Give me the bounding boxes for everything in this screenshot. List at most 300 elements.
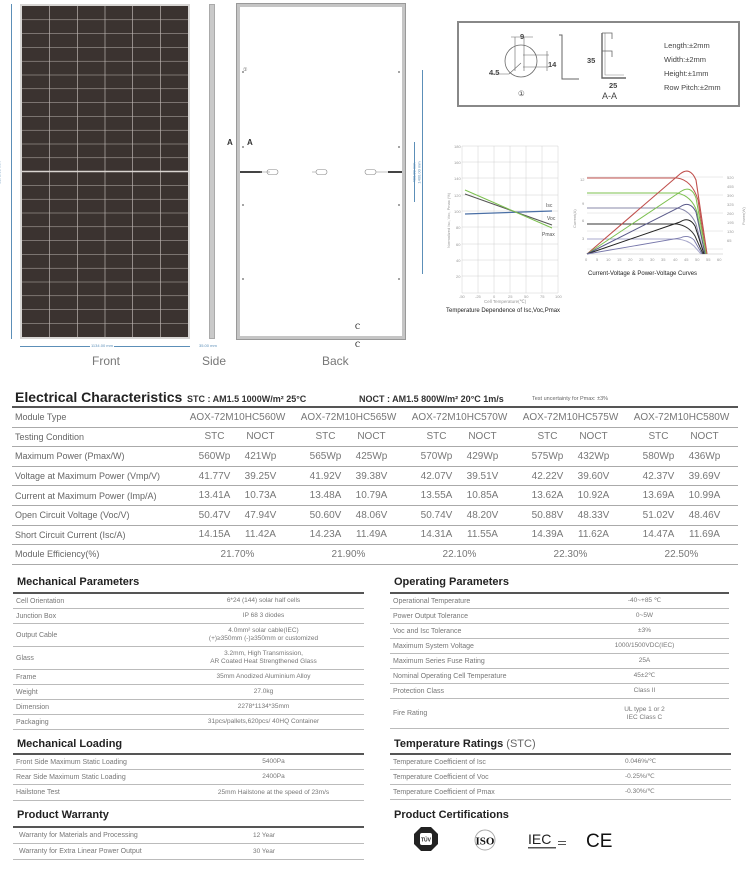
tolerance-row-pitch: Row Pitch:±2mm (664, 83, 721, 92)
svg-text:160: 160 (454, 160, 461, 165)
value-pair (404, 490, 515, 501)
svg-text:5: 5 (596, 257, 599, 262)
noct-value: 436Wp (688, 450, 721, 462)
row-label: Open Circuit Voltage (Voc/V) (15, 510, 130, 521)
tolerance-detail-box (457, 21, 740, 107)
table-row (13, 670, 364, 685)
svg-text:390: 390 (727, 193, 734, 198)
test-uncertainty: Test uncertainty for Pmax: ±3% (532, 396, 609, 402)
table-row-module-type (12, 408, 738, 428)
tolerance-width: Width:±2mm (664, 55, 707, 64)
product-warranty-title: Product Warranty (17, 809, 109, 821)
param-key: Output Cable (16, 631, 58, 639)
operating-parameters-title: Operating Parameters (394, 576, 509, 588)
section-arrow-bottom-1: Ⲥ (355, 322, 361, 331)
electrical-table (12, 406, 738, 565)
back-view-label: Back (322, 354, 349, 368)
svg-text:60: 60 (717, 257, 722, 262)
noct-value: 48.33V (577, 509, 610, 521)
param-key: Temperature Coefficient of Pmax (393, 788, 495, 796)
noct-value: 11.49A (356, 529, 387, 541)
stc-value: STC (537, 431, 558, 443)
value-pair (626, 529, 737, 540)
stc-value: 13.69A (642, 490, 675, 502)
table-row (13, 700, 364, 715)
product-certifications-title: Product Certifications (394, 809, 509, 821)
param-value (560, 706, 729, 722)
table-row (390, 755, 731, 770)
value-pair (293, 510, 404, 521)
value-line-2: (+)≥350mm (-)≥350mm or customized (208, 635, 319, 642)
param-key: Glass (16, 654, 34, 662)
table-row (390, 654, 729, 669)
iso-icon (469, 829, 501, 856)
iv-chart-title: Current-Voltage & Power-Voltage Curves (588, 271, 698, 277)
mechanical-loading-title: Mechanical Loading (17, 738, 123, 750)
value-pair (182, 490, 293, 501)
side-view-label: Side (202, 354, 227, 368)
iv-pv-curves-chart (570, 150, 750, 285)
value-pair (293, 529, 404, 540)
param-value: -0.30%/℃ (625, 788, 655, 795)
value-pair (515, 529, 626, 540)
svg-text:100: 100 (454, 209, 461, 214)
svg-text:ISO: ISO (475, 835, 495, 848)
stc-value: STC (315, 431, 336, 443)
svg-text:100: 100 (555, 294, 562, 299)
table-row (390, 594, 729, 609)
ce-icon (586, 829, 614, 856)
svg-text:60: 60 (456, 242, 461, 247)
stc-value: STC (204, 431, 225, 443)
param-value: 0~5W (635, 612, 654, 619)
stc-value: STC (648, 431, 669, 443)
param-key: Junction Box (16, 612, 57, 620)
noct-value: NOCT (579, 431, 608, 443)
table-row-efficiency (12, 545, 738, 565)
hole-dim-left: 4.5 (489, 68, 500, 77)
stc-value: 42.37V (642, 470, 675, 482)
frame-section-label: A-A (602, 91, 618, 101)
param-value: 1000/1500VDC(IEC) (614, 642, 675, 649)
side-view-drawing (209, 4, 215, 339)
noct-value: 10.73A (244, 490, 277, 502)
noct-value: 425Wp (355, 450, 388, 462)
value-pair (404, 471, 515, 482)
mechanical-parameters-table (13, 592, 364, 730)
noct-value: 11.69A (689, 529, 720, 541)
stc-value: 560Wp (198, 450, 231, 462)
param-key: Fire Rating (393, 710, 428, 717)
model-name: AOX-72M10HC560W (189, 411, 286, 423)
svg-text:140: 140 (454, 176, 461, 181)
svg-text:TÜV: TÜV (421, 837, 431, 844)
param-key: Protection Class (393, 687, 444, 695)
value-pair (515, 471, 626, 482)
noct-value: 10.99A (688, 490, 721, 502)
table-row (390, 624, 729, 639)
value-line-1: 4.0mm² solar cable(IEC) (228, 627, 299, 634)
height-dimension-line (11, 4, 12, 339)
efficiency-value: 22.50% (664, 548, 699, 560)
svg-text:20: 20 (456, 274, 461, 279)
param-key: Maximum Series Fuse Rating (393, 657, 485, 665)
svg-text:180: 180 (454, 144, 461, 149)
svg-text:80: 80 (456, 225, 461, 230)
row-label: Module Type (15, 412, 67, 423)
param-value: 45±2℃ (633, 672, 656, 679)
value-pair (626, 471, 737, 482)
param-key: Packaging (16, 718, 49, 726)
table-row-imp (12, 486, 738, 506)
stc-value: 575Wp (531, 450, 564, 462)
svg-text:10: 10 (606, 257, 611, 262)
svg-text:Normalized Isc, Voc, Pmax (%): Normalized Isc, Voc, Pmax (%) (446, 192, 451, 248)
table-row-vmp (12, 467, 738, 487)
svg-text:75: 75 (540, 294, 545, 299)
mechanical-parameters-title: Mechanical Parameters (17, 576, 140, 588)
noct-value: NOCT (357, 431, 386, 443)
value-pair (515, 451, 626, 462)
param-key: Temperature Coefficient of Voc (393, 773, 489, 781)
svg-text:260: 260 (727, 211, 734, 216)
svg-text:Isc: Isc (546, 203, 553, 209)
stc-value: 14.47A (642, 529, 675, 541)
iec-icon (528, 829, 568, 856)
param-key: Maximum System Voltage (393, 642, 474, 650)
table-row (13, 609, 364, 624)
svg-text:455: 455 (727, 184, 734, 189)
height-dimension-label (0, 161, 2, 183)
svg-text:-25: -25 (475, 294, 481, 299)
noct-condition: NOCT : AM1.5 800W/m² 20°C 1m/s (359, 394, 504, 404)
temperature-ratings-suffix: (STC) (506, 738, 536, 750)
param-key: Dimension (16, 703, 50, 711)
hole-detail-label: ① (518, 89, 525, 98)
svg-text:0: 0 (585, 257, 588, 262)
noct-value: 39.69V (688, 470, 721, 482)
table-row (13, 828, 364, 844)
svg-text:0: 0 (493, 294, 496, 299)
param-key: Front Side Maximum Static Loading (16, 758, 127, 766)
noct-value: 11.55A (467, 529, 498, 541)
stc-value: 14.23A (309, 529, 342, 541)
param-key: Weight (16, 688, 38, 696)
param-key: Temperature Coefficient of Isc (393, 758, 486, 766)
model-name: AOX-72M10HC570W (411, 411, 508, 423)
param-value: Class II (633, 687, 656, 694)
temperature-ratings-title (394, 738, 536, 750)
back-view-drawing (237, 4, 405, 339)
table-row (390, 609, 729, 624)
stc-value: 50.74V (420, 509, 453, 521)
stc-value: 14.31A (420, 529, 453, 541)
noct-value: 429Wp (466, 450, 499, 462)
stc-value: 42.07V (420, 470, 453, 482)
table-row (13, 844, 364, 860)
value-pair (182, 471, 293, 482)
row-label: Maximum Power (Pmax/W) (15, 451, 125, 462)
side-dimension-label: 35.00 mm (199, 343, 217, 348)
param-value: 31pcs/pallets,620pcs/ 40HQ Container (207, 718, 320, 725)
value-pair (293, 471, 404, 482)
value-pair (404, 451, 515, 462)
efficiency-value: 22.30% (553, 548, 588, 560)
param-value (163, 627, 364, 643)
value-pair (404, 431, 515, 442)
tuv-icon (413, 826, 439, 857)
value-line-1: 3.2mm, High Transmission, (224, 650, 303, 657)
noct-value: 39.25V (244, 470, 277, 482)
hole-dim-top: 9 (520, 32, 525, 41)
param-key: Hailstone Test (16, 789, 60, 796)
frame-dim-height: 35 (587, 56, 596, 65)
value-pair (626, 490, 737, 501)
param-value: 25mm Hailstone at the speed of 23m/s (217, 788, 330, 796)
stc-value: 13.48A (309, 490, 342, 502)
noct-value: NOCT (690, 431, 719, 443)
stc-value: STC (426, 431, 447, 443)
section-arrow-bottom-2: Ⲥ (355, 340, 361, 349)
svg-text:65: 65 (727, 238, 732, 243)
stc-value: 13.62A (531, 490, 564, 502)
svg-text:Current(A): Current(A) (572, 209, 577, 228)
tolerance-length: Length:±2mm (664, 41, 710, 50)
param-value: IP 68 3 diodes (242, 612, 285, 619)
stc-value: 14.39A (531, 529, 564, 541)
table-row (390, 785, 731, 800)
temperature-ratings-table (390, 753, 731, 800)
param-value: ±3% (638, 627, 651, 634)
svg-text:50: 50 (695, 257, 700, 262)
efficiency-value: 21.70% (220, 548, 255, 560)
value-line-1: UL type 1 or 2 (624, 705, 665, 713)
svg-text:55: 55 (706, 257, 711, 262)
noct-value: 10.79A (355, 490, 388, 502)
solar-cells-grid (22, 6, 188, 337)
param-key: Power Output Tolerance (393, 612, 468, 620)
svg-text:520: 520 (727, 175, 734, 180)
product-warranty-table (13, 826, 364, 860)
model-name: AOX-72M10HC575W (522, 411, 619, 423)
stc-condition: STC : AM1.5 1000W/m² 25°C (187, 394, 307, 404)
value-pair (515, 490, 626, 501)
svg-text:25: 25 (508, 294, 513, 299)
front-view-label: Front (92, 354, 121, 368)
electrical-header (15, 389, 182, 407)
value-pair (626, 510, 737, 521)
svg-text:40: 40 (673, 257, 678, 262)
width-dimension-label: 1134.00 mm (91, 343, 113, 348)
value-pair (404, 510, 515, 521)
table-row (13, 594, 364, 609)
param-key: Voc and Isc Tolerance (393, 627, 462, 635)
efficiency-value: 21.90% (331, 548, 366, 560)
noct-value: 11.62A (578, 529, 609, 541)
table-row (390, 770, 731, 785)
operating-parameters-table (390, 592, 729, 729)
svg-text:195: 195 (727, 220, 734, 225)
svg-text:15: 15 (617, 257, 622, 262)
svg-text:25: 25 (639, 257, 644, 262)
svg-text:CE: CE (586, 831, 613, 851)
value-pair (404, 529, 515, 540)
temperature-dependence-chart (420, 138, 570, 318)
table-row (13, 647, 364, 670)
svg-text:130: 130 (727, 229, 734, 234)
table-row (13, 624, 364, 647)
value-line-2: AR Coated Heat Strengthened Glass (210, 658, 317, 665)
stc-value: 50.47V (198, 509, 231, 521)
value-pair (626, 431, 737, 442)
stc-value: 570Wp (420, 450, 453, 462)
stc-value: 42.22V (531, 470, 564, 482)
tolerance-height: Height:±1mm (664, 69, 709, 78)
svg-text:20: 20 (628, 257, 633, 262)
value-pair (182, 431, 293, 442)
noct-value: 421Wp (244, 450, 277, 462)
svg-text:Power(W): Power(W) (741, 207, 746, 225)
param-value: 25A (638, 657, 651, 664)
svg-text:6: 6 (582, 218, 585, 223)
svg-text:50: 50 (524, 294, 529, 299)
noct-value: NOCT (468, 431, 497, 443)
value-pair (515, 431, 626, 442)
row-label: Testing Condition (15, 431, 85, 442)
param-key: Nominal Operating Cell Temperature (393, 672, 507, 680)
value-pair (293, 431, 404, 442)
table-row (390, 684, 729, 699)
stc-value: 50.88V (531, 509, 564, 521)
row-label: Current at Maximum Power (Imp/A) (15, 490, 157, 501)
table-row-isc (12, 526, 738, 546)
svg-text:3: 3 (582, 236, 585, 241)
hole-marker: ① (243, 67, 248, 73)
param-value: 2278*1134*35mm (237, 703, 290, 710)
front-view-drawing (0, 0, 200, 370)
stc-value: 41.77V (198, 470, 231, 482)
noct-value: 432Wp (577, 450, 610, 462)
param-value: 0.046%/℃ (625, 758, 657, 765)
frame-dim-base: 25 (609, 81, 618, 90)
mount-dimension-1400-label: 1400.00 mm (416, 161, 422, 184)
mount-dimension-400-label: 400.00 mm (411, 162, 417, 183)
mechanical-loading-table (13, 753, 364, 801)
noct-value: 39.60V (577, 470, 610, 482)
noct-value: NOCT (246, 431, 275, 443)
model-name: AOX-72M10HC580W (633, 411, 730, 423)
noct-value: 48.06V (355, 509, 388, 521)
value-pair (182, 510, 293, 521)
param-value: 27.0kg (253, 688, 274, 695)
svg-text:9: 9 (582, 201, 585, 206)
svg-text:-50: -50 (459, 294, 465, 299)
row-label: Module Efficiency(%) (15, 549, 100, 560)
svg-text:45: 45 (684, 257, 689, 262)
value-pair (293, 490, 404, 501)
temperature-ratings-title-text: Temperature Ratings (394, 738, 504, 750)
value-line-2: IEC Class C (626, 713, 663, 721)
svg-text:325: 325 (727, 202, 734, 207)
value-pair (293, 451, 404, 462)
stc-value: 580Wp (642, 450, 675, 462)
front-panel (20, 4, 190, 339)
efficiency-value: 22.10% (442, 548, 477, 560)
noct-value: 39.51V (466, 470, 499, 482)
svg-text:Voc: Voc (547, 216, 556, 222)
param-value: 6*24 (144) solar half cells (226, 597, 301, 604)
stc-value: 51.02V (642, 509, 675, 521)
svg-text:40: 40 (456, 258, 461, 263)
svg-text:35: 35 (661, 257, 666, 262)
svg-text:12: 12 (580, 177, 585, 182)
temp-chart-xlabel: Cell Temperature(℃) (484, 299, 527, 304)
table-row-max-power (12, 447, 738, 467)
section-marker-left: A (227, 138, 233, 147)
stc-value: 41.92V (309, 470, 342, 482)
value-pair (626, 451, 737, 462)
svg-text:IEC: IEC (528, 831, 552, 847)
param-value: 12 Year (253, 831, 276, 839)
param-value: 5400Pa (262, 758, 285, 765)
param-key: Cell Orientation (16, 597, 65, 605)
param-value (163, 650, 364, 666)
hole-dim-right: 14 (548, 60, 557, 69)
param-value: 35mm Anodized Aluminium Alloy (216, 673, 311, 680)
param-key: Warranty for Extra Linear Power Output (19, 848, 142, 855)
table-row (13, 770, 364, 785)
param-value: -0.25%/℃ (625, 773, 655, 780)
svg-text:30: 30 (650, 257, 655, 262)
table-row (13, 685, 364, 700)
param-value: -40~+85 ℃ (627, 597, 662, 604)
noct-value: 47.94V (244, 509, 277, 521)
noct-value: 10.92A (577, 490, 610, 502)
stc-value: 14.15A (198, 529, 231, 541)
param-key: Operational Temperature (393, 597, 471, 605)
table-row (390, 669, 729, 684)
row-label: Short Circuit Current (Isc/A) (15, 529, 126, 540)
section-marker-right: A (247, 138, 253, 147)
noct-value: 10.85A (466, 490, 499, 502)
value-pair (182, 451, 293, 462)
param-key: Frame (16, 673, 37, 681)
stc-value: 13.41A (198, 490, 231, 502)
svg-text:Pmax: Pmax (542, 232, 555, 238)
table-row-testing-condition (12, 428, 738, 448)
stc-value: 13.55A (420, 490, 453, 502)
table-row (13, 715, 364, 730)
noct-value: 39.38V (355, 470, 388, 482)
table-row-voc (12, 506, 738, 526)
stc-value: 50.60V (309, 509, 342, 521)
noct-value: 11.42A (245, 529, 276, 541)
noct-value: 48.46V (688, 509, 721, 521)
model-name: AOX-72M10HC565W (300, 411, 397, 423)
table-row (390, 639, 729, 654)
noct-value: 48.20V (466, 509, 499, 521)
param-value: 2400Pa (262, 773, 285, 780)
param-key: Rear Side Maximum Static Loading (16, 773, 126, 781)
row-label: Voltage at Maximum Power (Vmp/V) (15, 471, 161, 482)
table-row (390, 699, 729, 729)
param-key: Warranty for Materials and Processing (19, 832, 138, 839)
svg-text:120: 120 (454, 193, 461, 198)
param-value: 30 Year (253, 847, 276, 855)
stc-value: 565Wp (309, 450, 342, 462)
electrical-title: Electrical Characteristics (15, 389, 183, 405)
table-row (13, 785, 364, 801)
